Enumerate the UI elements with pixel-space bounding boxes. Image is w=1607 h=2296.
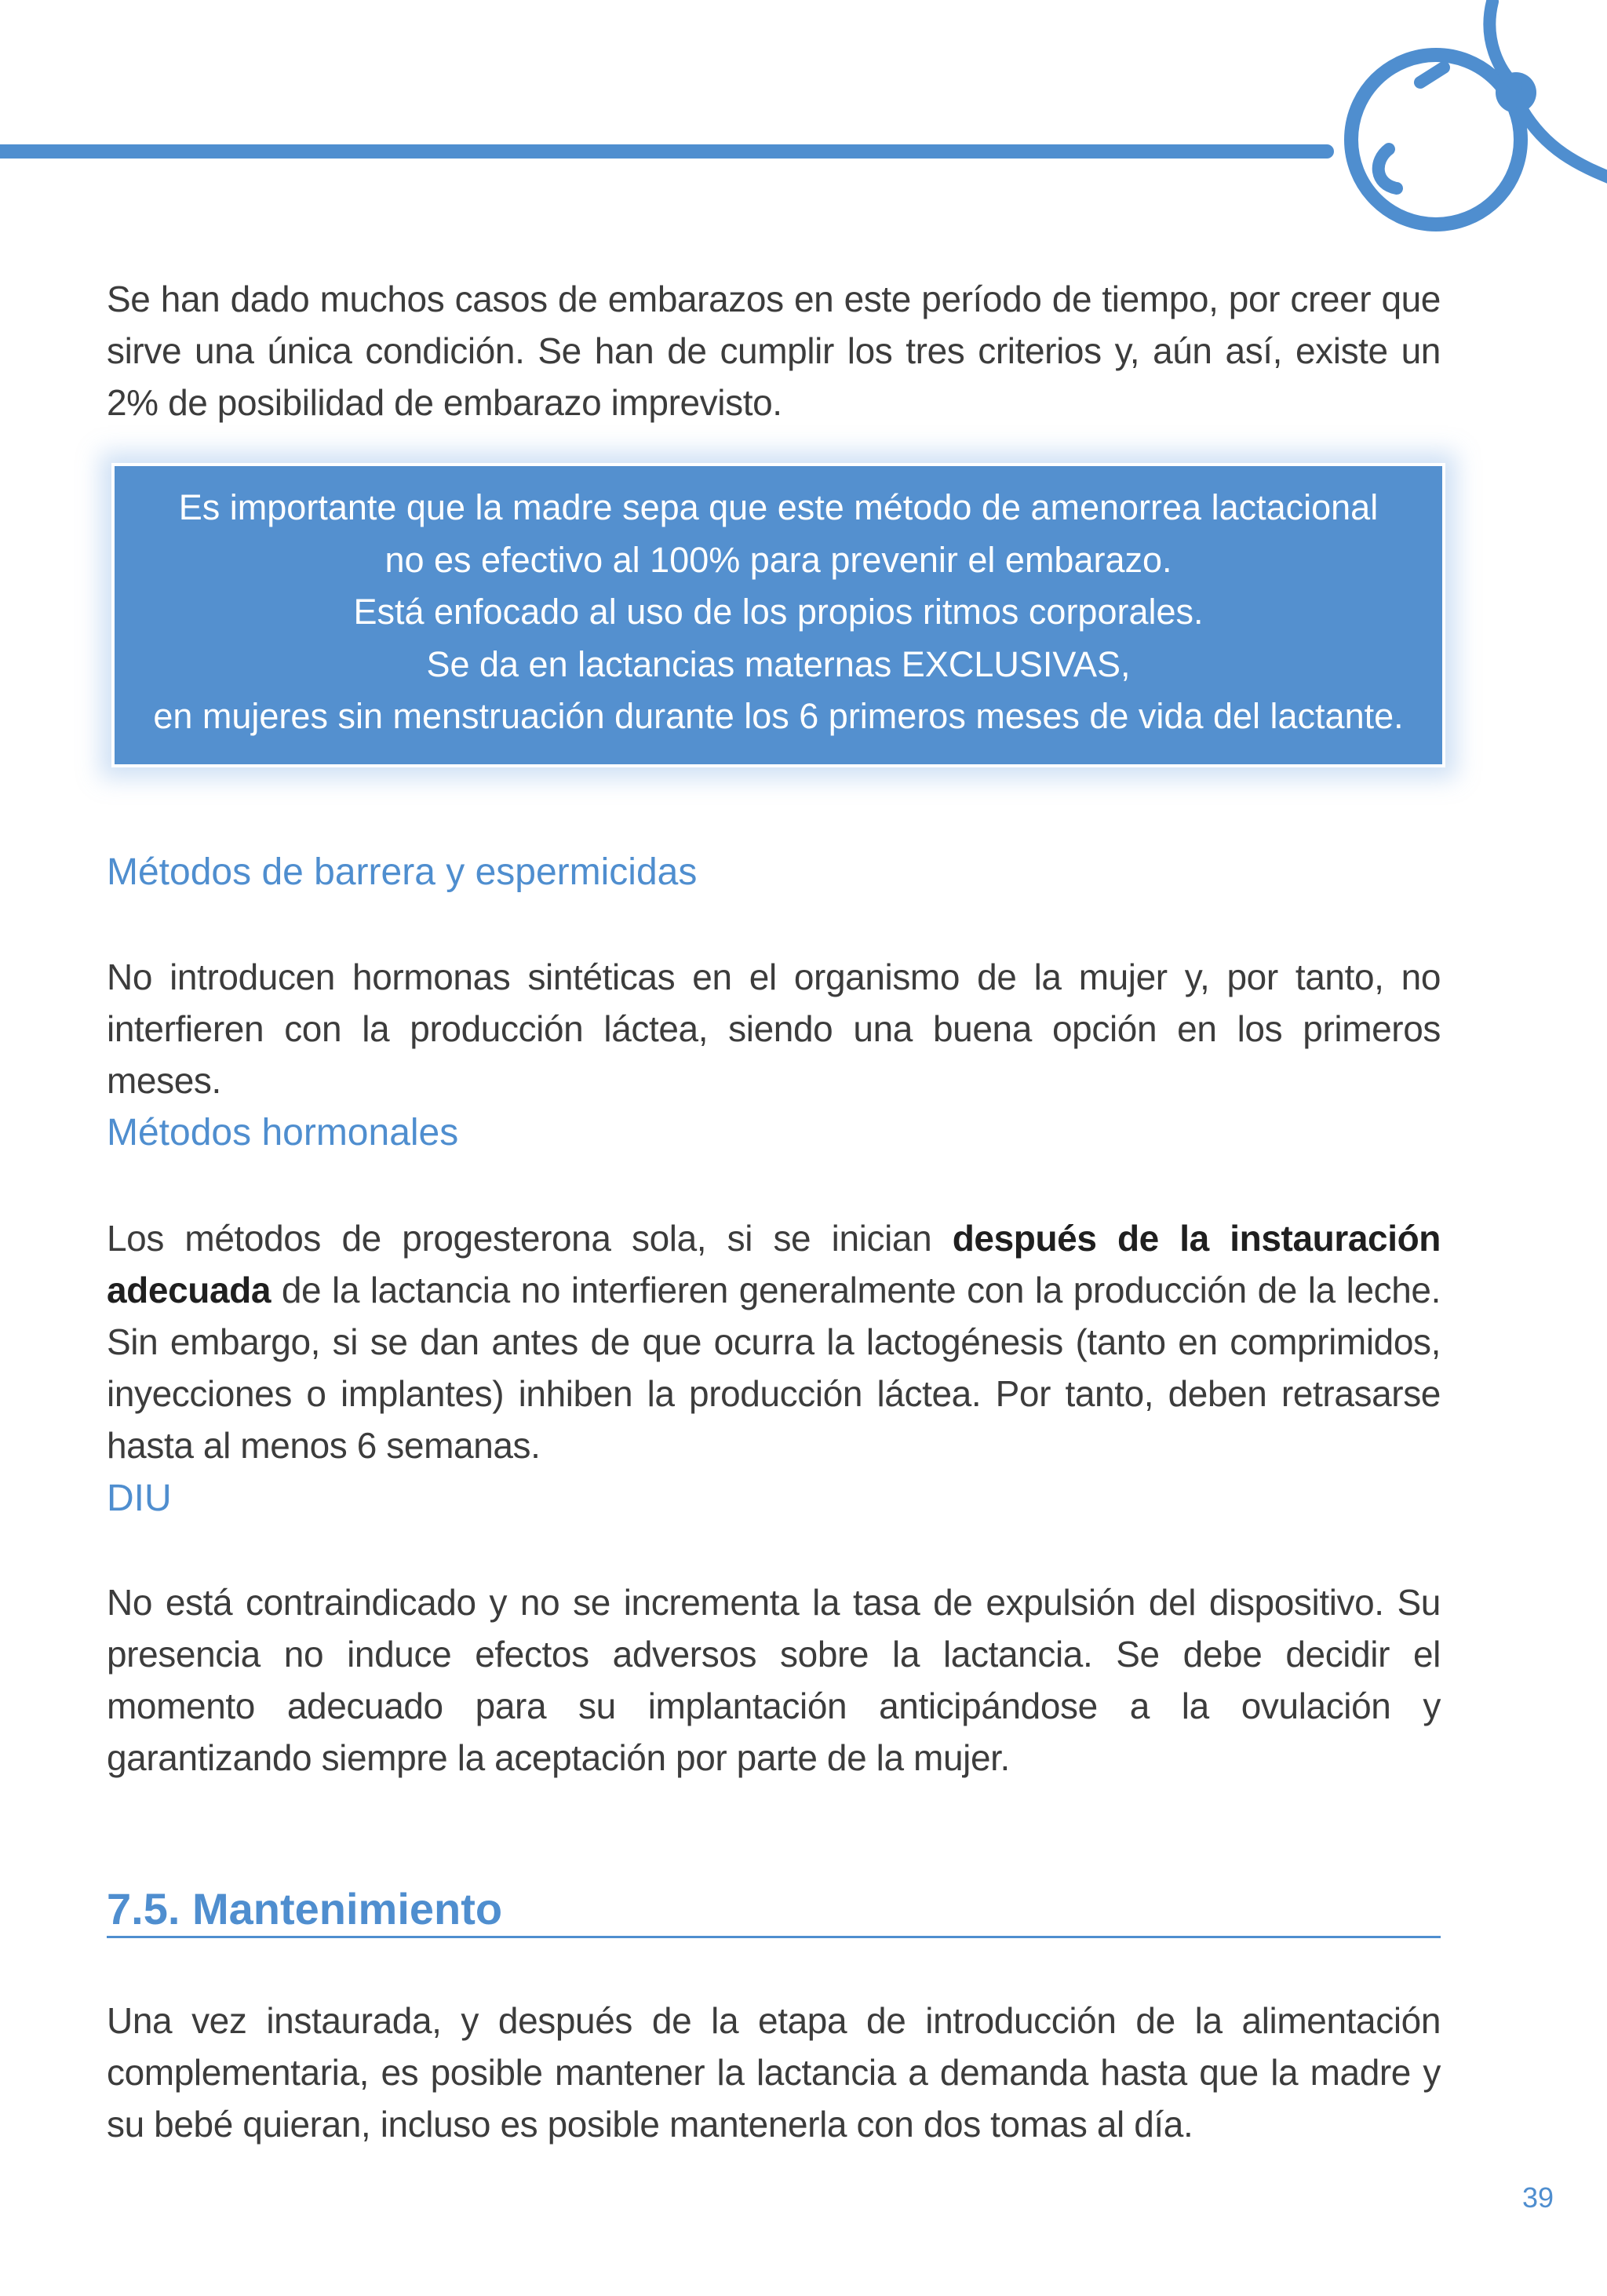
intro-paragraph: Se han dado muchos casos de embarazos en este período de tiempo, por creer que sirve una única condición. Se han de cumplir los tres criterios y, aún así, existe un 2% de posibilidad de embarazo imprevisto. (107, 279, 1441, 423)
callout-line: Es importante que la madre sepa que este método de amenorrea lactacional (178, 487, 1379, 527)
hormonal-methods-paragraph (107, 1212, 1441, 1471)
callout-line: Está enfocado al uso de los propios ritmos corporales. (353, 592, 1204, 632)
baby-face-icon (1287, 0, 1607, 251)
hormonal-text-before: Los métodos de progesterona sola, si se inician (107, 1218, 953, 1259)
callout-line: en mujeres sin menstruación durante los 6 primeros meses de vida del lactante. (153, 696, 1404, 736)
section-title-maintenance: 7.5. Mantenimiento (107, 1884, 503, 1933)
callout-line: no es efectivo al 100% para prevenir el embarazo. (384, 539, 1172, 580)
barrier-methods-paragraph: No introducen hormonas sintéticas en el organismo de la mujer y, por tanto, no interfieren con la producción láctea, siendo una buena opción en los primeros meses. (107, 957, 1441, 1101)
diu-paragraph: No está contraindicado y no se incrementa la tasa de expulsión del dispositivo. Su presencia no induce efectos adversos sobre la lactancia. Se debe decidir el momento adecuado para su implantación anticipándose a la ovulación y garantizando siempre la aceptación por parte de la mujer. (107, 1582, 1441, 1778)
diu-heading: DIU (107, 1478, 172, 1519)
section-title-underline (107, 1936, 1441, 1938)
hormonal-methods-heading: Métodos hormonales (107, 1112, 459, 1153)
hormonal-text-after: de la lactancia no interfieren generalmente con la producción de la leche. Sin embargo, si se dan antes de que ocurra la lactogénesis (tanto en comprimidos, inyecciones o implantes) inhiben la producción láctea. Por tanto, deben retrasarse hasta al menos 6 semanas. (107, 1270, 1441, 1466)
callout-line: Se da en lactancias maternas EXCLUSIVAS, (426, 643, 1131, 684)
hormonal-text-bold: después de la instauración adecuada (107, 1218, 1441, 1310)
page-number: 39 (1521, 2181, 1554, 2214)
maintenance-paragraph: Una vez instaurada, y después de la etapa de introducción de la alimentación complementaria, es posible mantener la lactancia a demanda hasta que la madre y su bebé quieran, incluso es posible mantenerla con dos tomas al día. (107, 2000, 1441, 2145)
barrier-methods-heading: Métodos de barrera y espermicidas (107, 851, 698, 893)
important-callout (111, 463, 1445, 767)
header-rule (0, 144, 1334, 159)
